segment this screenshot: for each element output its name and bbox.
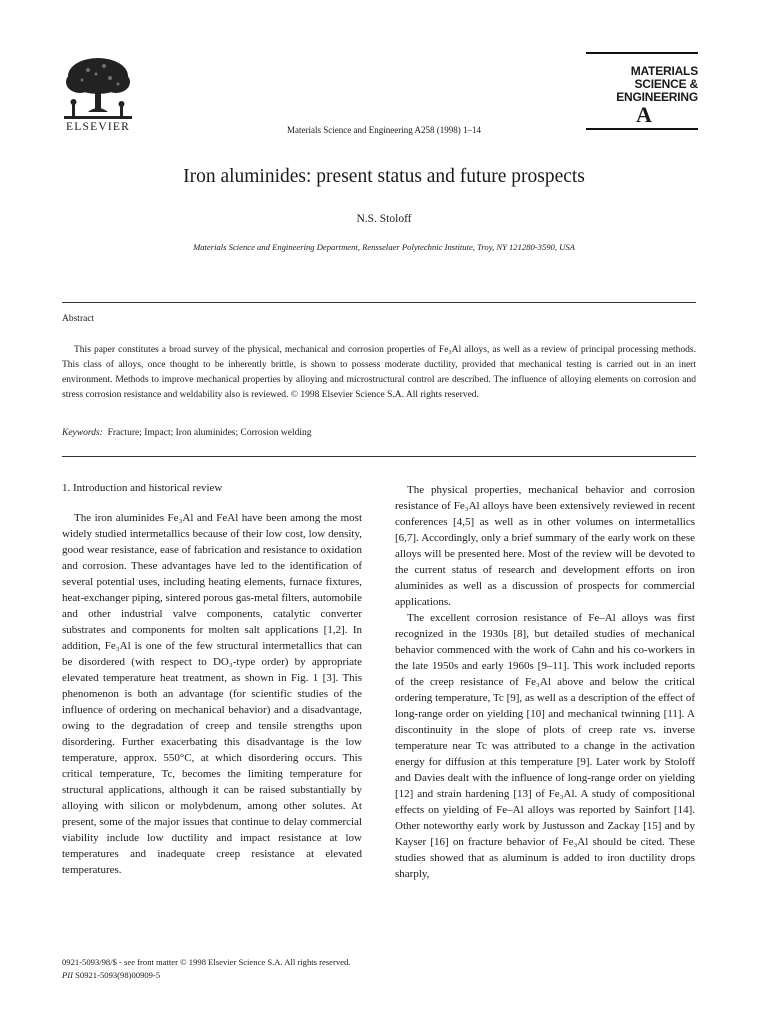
author-affiliation: Materials Science and Engineering Department, Rensselaer Polytechnic Institute, Troy, NY 121280-3590, USA xyxy=(193,242,575,252)
body-paragraph: The excellent corrosion resistance of Fe–Al alloys was first recognized in the 1930s [8], but detailed studies of mechanical behavior commenced with the work of Cahn and his co-workers in the late 1950s and early 1960s [9–11]. This work included reports of the creep resistance of Fe₃Al above and below the critical ordering temperature, Tc [9], as well as a description of the effect of long-range order on yielding [10] and mechanical twinning [11]. A discontinuity in the slope of plots of creep rate vs. inverse temperature near Tc was attributed to a change in the activation energy for diffusion at this temperature [9]. Later work by Stoloff and Davies dealt with the influence of long-range order on yielding [12] and strain hardening [13] of Fe₃Al. A study of compositional effects on yielding of Fe–Al alloys was reported by Sainfort [14]. Other noteworthy early work by Justusson and Zackay [15] and by Kayser [16] on fracture behavior of Fe₃Al should be cited. These studies showed that as aluminum is added to iron ductility drops sharply, xyxy=(395,612,695,880)
body-right-column xyxy=(395,482,695,882)
keywords-list: Fracture; Impact; Iron aluminides; Corrosion welding xyxy=(107,428,312,438)
divider-top xyxy=(62,302,696,303)
article-author: N.S. Stoloff xyxy=(356,213,412,225)
journal-logo-line-2: SCIENCE & xyxy=(634,77,698,91)
pii-value: S0921-5093(98)00909-5 xyxy=(75,970,161,980)
pii-label: PII xyxy=(62,970,73,980)
publisher-name: ELSEVIER xyxy=(66,121,130,133)
journal-logo-line-3: ENGINEERING xyxy=(616,90,698,104)
journal-citation: Materials Science and Engineering A258 (1998) 1–14 xyxy=(287,125,481,135)
section-heading: 1. Introduction and historical review xyxy=(62,482,223,494)
abstract-heading: Abstract xyxy=(62,314,95,324)
abstract-text: This paper constitutes a broad survey of the physical, mechanical and corrosion properties of Fe₃Al alloys, as well as a review of principal processing methods. This class of alloys, once thought to be inherently brittle, is shown to possess moderate ductility, provided that mechanical testing is carried out in an inert environment. Methods to improve mechanical properties by alloying and microstructural control are described. The influence of alloying elements on corrosion and stress corrosion resistance and weldability also is reviewed. © 1998 Elsevier Science S.A. All rights reserved. xyxy=(62,345,696,400)
body-paragraph: The iron aluminides Fe₃Al and FeAl have been among the most widely studied intermetallics because of their low cost, low density, good wear resistance, ease of fabrication and resistance to oxidation and corrosion. These advantages have led to the identification of several potential uses, including heating elements, furnace fixtures, heat-exchanger piping, sintered porous gas-metal filters, automobile and other industrial valve components, catalytic converter substrates and components for molten salt applications [1,2]. In addition, Fe₃Al is one of the few structural intermetallics that can be disordered (with respect to DO₃-type order) by appropriate elevated temperature heat treatment, as shown in Fig. 1 [3]. This phenomenon is both an advantage (for scientific studies of the influence of ordering on mechanical behavior) and a disadvantage, owing to the degradation of creep and tensile strengths upon disordering. Further exacerbating this disadvantage is the low temperature, approx. 550°C, at which disordering occurs. This critical temperature, Tc, becomes the limiting temperature for structural applications, although it can be raised substantially by alloying with silicon or molybdenum, among other solutes. At present, some of the major issues that continue to delay commercial viability include low ductility and impact resistance at low temperatures and inadequate creep resistance at elevated temperatures. xyxy=(62,512,362,876)
keywords-label: Keywords: xyxy=(62,428,103,438)
divider-bottom xyxy=(62,456,696,457)
article-title: Iron aluminides: present status and future prospects xyxy=(183,166,585,187)
elsevier-tree-logo xyxy=(58,54,138,126)
front-matter-footer xyxy=(62,956,350,982)
copyright-line: 0921-5093/98/$ - see front matter © 1998 Elsevier Science S.A. All rights reserved. xyxy=(62,957,351,967)
keywords xyxy=(62,428,312,438)
body-left-column xyxy=(62,480,362,878)
journal-logo xyxy=(586,52,698,132)
journal-logo-line-1: MATERIALS xyxy=(630,64,698,78)
journal-logo-letter: A xyxy=(636,102,652,127)
body-paragraph: The physical properties, mechanical behavior and corrosion resistance of Fe₃Al alloys have been extensively reviewed in recent conferences [4,5] as well as in other volumes on intermetallics [6,7]. Accordingly, only a brief summary of the early work on these alloys will be presented here. Most of the review will be devoted to the current status of research and development efforts on iron aluminides as well as a discussion of prospects for commercial applications. xyxy=(395,484,695,608)
pii-line xyxy=(62,969,350,982)
